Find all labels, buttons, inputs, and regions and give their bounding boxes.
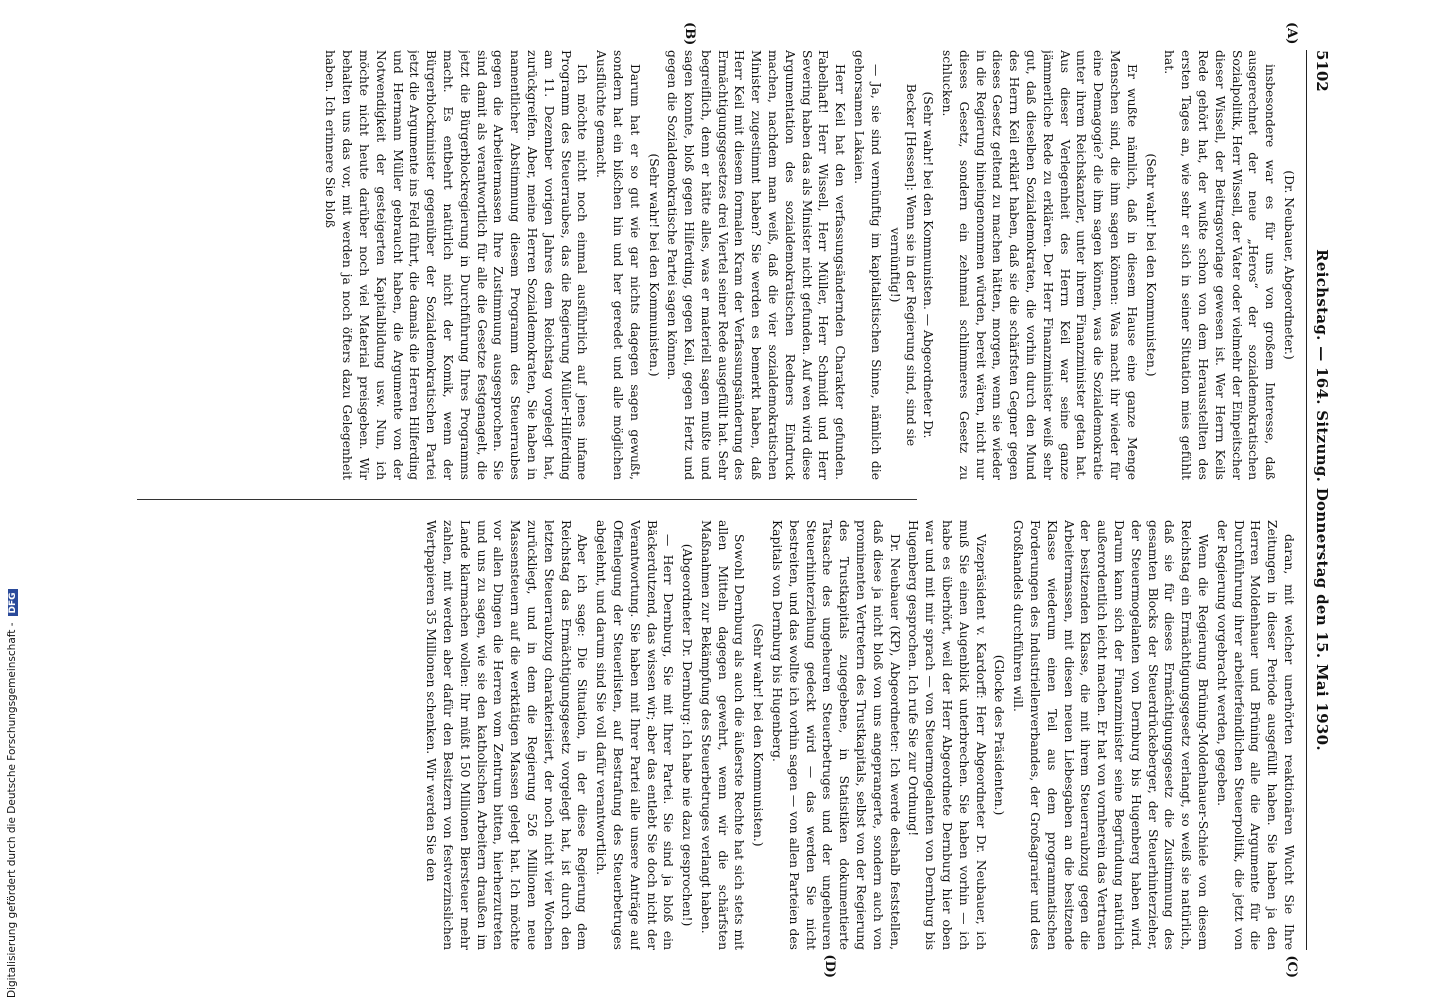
text-paragraph: Sowohl Dernburg als auch die äußerste Rechte hat sich stets mit allen Mitteln dagegen gewehrt, wenn wir die schärfsten Maßnahmen zur Bekämpfung des Steuerbetruges verlangt haben. xyxy=(698,520,747,950)
margin-marker-d: (D) xyxy=(822,954,837,978)
margin-marker-b: (B) xyxy=(682,22,697,46)
margin-marker-c: (C) xyxy=(1284,955,1299,978)
digitization-footer xyxy=(6,589,18,998)
interjection-paragraph: (Sehr wahr! bei den Kommunisten.) xyxy=(751,623,766,847)
document-page xyxy=(97,22,1337,978)
left-column xyxy=(117,50,1297,480)
text-paragraph: Aber ich sage: Die Situation, in der diese Regierung dem Reichstag das Ermächtigungsgesetz vorgelegt hat, ist durch den letzten Steuerraubzug charakterisiert, der noch nicht vier Wochen zurückliegt, und in dem die Regierung 526 Millionen neue Massensteuern auf die werktätigen Massen gelegt hat. Ich möchte vor allen Dingen die Herren vom Zentrum bitten, hierherzutreten und uns zu sagen, wie sie den katholischen Arbeitern draußen im Lande klarmachen wollen: Ihr müßt 150 Millionen Biersteuer mehr zahlen, mit werden aber dafür den Besitzern von festverzinslichen Wertpapieren 35 Millionen schenken. Wir werden Sie den xyxy=(424,520,590,950)
text-paragraph: — Herr Dernburg, Sie mit Ihrer Partei. Sie sind ja bloß ein Bäckerdutzend, das wissen wir; aber das entlebt Sie doch nicht der Verantwortung. Sie haben mit Ihrer Partei alle unsere Anträge auf Offenlegung der Steuerlisten, auf Bestrafung des Steuerbetruges abgelehnt, und darum sind Sie voll dafür verantwortlich. xyxy=(594,520,676,950)
page-header xyxy=(1306,50,1337,950)
text-paragraph: Vizepräsident v. Kardorff: Herr Abgeordneter Dr. Neubauer, ich muß Sie einen Augenblick unterbrechen. Sie haben vorhin — ich habe es überhört, weil der Herr Abgeordnete Dernburg hier oben war und mit mir sprach — von Steuermogelanten von Dernburg bis Hugenberg gesprochen. Ich rufe Sie zur Ordnung! xyxy=(906,520,988,950)
interjection-paragraph: (Sehr wahr! bei den Kommunisten.) xyxy=(646,153,661,377)
text-paragraph: insbesondere war es für uns von großem Interesse, daß ausgerechnet der neue „Heros“ der sozialdemokratischen Sozialpolitik, Herr Wissell, der Vater oder vielmehr der Einpeitscher dieser Wissell, der Beitragsvorlage gewesen ist. Wer Herrn Keils Rede gehört hat, der wußte schon von dem Herausstellten des ersten Tages an, wie sehr er sich in seiner Situation mies gefühlt hat. xyxy=(1162,50,1278,480)
text-paragraph: Herr Keil hat den verfassungsändernden Charakter gefunden. Fabelhaft! Herr Wissell, Herr Müller, Herr Schmidt und Herr Severing haben das als Minister nicht gefunden. Auf wen wird diese Argumentation des sozialdemokratischen Redners Eindruck machen, nachdem man weiß, daß die vier sozialdemokratischen Minister zugestimmt haben? Sie werden es bemerkt haben, daß Herr Keil mit diesem formalen Kram der Verfassungsänderung des Ermächtigungsgesetzes drei Viertel seiner Rede ausgefüllt hat. Sehr begreiflich, denn er hätte alles, was er materiell sagen mußte und sagen konnte, bloß gegen Hilferding, gegen Keil, gegen Hertz und gegen die Sozialdemokratische Partei sagen können. xyxy=(665,50,848,480)
interjection-paragraph: (Dr. Neubauer, Abgeordneter.) xyxy=(1282,170,1296,360)
footer-text: Digitalisierung gefördert durch die Deutsche Forschungsgemeinschaft - xyxy=(6,622,18,998)
interjection-paragraph: (Sehr wahr! bei den Kommunisten. — Abgeordneter Dr. Becker [Hessen]: Wenn sie in der Regierung sind, sind sie vernünftig!) xyxy=(887,83,936,447)
text-paragraph: Dr. Neubauer (KP), Abgeordneter: Ich werde deshalb feststellen, daß diese ja nicht bloß von uns angeprangerte, sondern auch von prominenten Vertretern des Trustkapitals, selbst von der Regierung des Trustkapitals zugegebene, in Statistiken dokumentierte Tatsache des ungeheuren Steuerbetruges und der ungeheuren Steuerhinterziehung gedeckt wird — das werden Sie nicht bestreiten, und das wollte ich vorhin sagen — von allen Parteien des Kapitals von Dernburg bis Hugenberg. xyxy=(770,520,902,950)
text-paragraph: Er wußte nämlich, daß in diesem Hause eine ganze Menge Menschen sind, die ihm sagen können: Was macht ihr wieder für eine Demagogie? die ihm sagen können, was die Sozialdemokratie unter ihrem Reichskanzler, unter ihrem Finanzminister getan hat. Aus dieser Verlegenheit des Herrn Keil war seine ganze jämmerliche Rede zu erklären. Der Herr Finanzminister weiß sehr gut, daß dieselben Sozialdemokraten, die vorhin durch den Mund des Herrn Keil erklärt haben, daß sie die schärfsten Gegner gegen dieses Gesetz geltend zu machen hätten, morgen, wenn sie wieder in die Regierung hineingenommen würden, bereit wären, nicht nur dieses Gesetz, sondern ein zehnmal schlimmeres Gesetz zu schlucken. xyxy=(940,50,1139,480)
right-column xyxy=(117,520,1297,950)
margin-marker-a: (A) xyxy=(1284,22,1299,45)
interjection-paragraph: (Abgeordneter Dr. Dernburg: Ich habe nie dazu gesprochen!) xyxy=(680,543,695,927)
text-paragraph: daran, mit welcher unerhörten reaktionären Wucht Sie Ihre Zeitungen in dieser Periode ausgefüllt haben. Sie haben ja den Herren Moldenhauer und Brüning alle die Argumente für die Durchführung ihrer arbeiterfeindlichen Steuerpolitik, die jetzt von der Regierung vorgebracht werden, gegeben. xyxy=(1214,520,1296,950)
column-divider xyxy=(137,499,917,500)
text-paragraph: Wenn die Regierung Brüning-Moldenhauer-Schiele von diesem Reichstag ein Ermächtigungsgesetz verlangt, so weiß sie natürlich, daß sie für dieses Ermächtigungsgesetz die Zustimmung des gesamten Blocks der Steuerdrückeberger, der Steuerhinterzieher, der Steuermogelanten von Dernburg bis Hugenberg haben wird. Darum kann sich der Finanzminister seine Begründung natürlich außerordentlich leicht machen. Er hat von vornherein das Vertrauen der besitzenden Klasse, die mit ihrem Steuerraubzug gegen die Arbeitermassen, mit diesen neuen Liebesgaben an die besitzende Klasse wiederum einen Teil aus dem programmatischen Forderungen des Industriellenverbandes, der Großagrarier und des Großhandels durchführen will. xyxy=(1011,520,1211,950)
text-paragraph: Darum hat er so gut wie gar nichts dagegen sagen gewußt, sondern hat ein bißchen hin und her geredet und alle möglichen Ausflüchte gemacht. xyxy=(594,50,642,480)
interjection-paragraph: (Glocke des Präsidenten.) xyxy=(992,654,1007,816)
page-number: 5102 xyxy=(1313,50,1331,92)
dfg-logo: DFG xyxy=(8,589,18,616)
page-title: Reichstag. — 164. Sitzung. Donnerstag den 15. Mai 1930. xyxy=(1313,249,1331,751)
text-paragraph: — Ja, sie sind vernünftig im kapitalistischen Sinne, nämlich die gehorsamen Lakaien. xyxy=(852,50,883,480)
interjection-paragraph: (Sehr wahr! bei den Kommunisten.) xyxy=(1143,153,1158,377)
text-paragraph: Ich möchte nicht noch einmal ausführlich auf jenes infame Programm des Steuerraubes, das die Regierung Müller-Hilferding am 11. Dezember vorigen Jahres dem Reichstag vorgelegt hat, zurückgreifen. Aber, meine Herren Sozialdemokraten, Sie haben in namentlicher Abstimmung diesem Programm des Steuerraubes gegen die Arbeitermassen Ihre Zustimmung ausgesprochen. Sie sind damit als verantwortlich für alle die Gesetze festgenagelt, die jetzt die Bürgerblockregierung in Durchführung Ihres Programms macht. Es entbehrt natürlich nicht der Komik, wenn der Bürgerblockminister gegenüber der Sozialdemokratischen Partei jetzt die Argumente ins Feld führt, die damals die Herren Hilferding und Hermann Müller gebraucht haben, die Argumente von der Notwendigkeit der gesteigerten Kapitalbildung usw. Nun, ich möchte nicht heute darüber noch viel Material preisgeben. Wir behalten uns das vor, mit werden ja noch öfters dazu Gelegenheit haben. Ich erinnere Sie bloß xyxy=(323,50,590,480)
